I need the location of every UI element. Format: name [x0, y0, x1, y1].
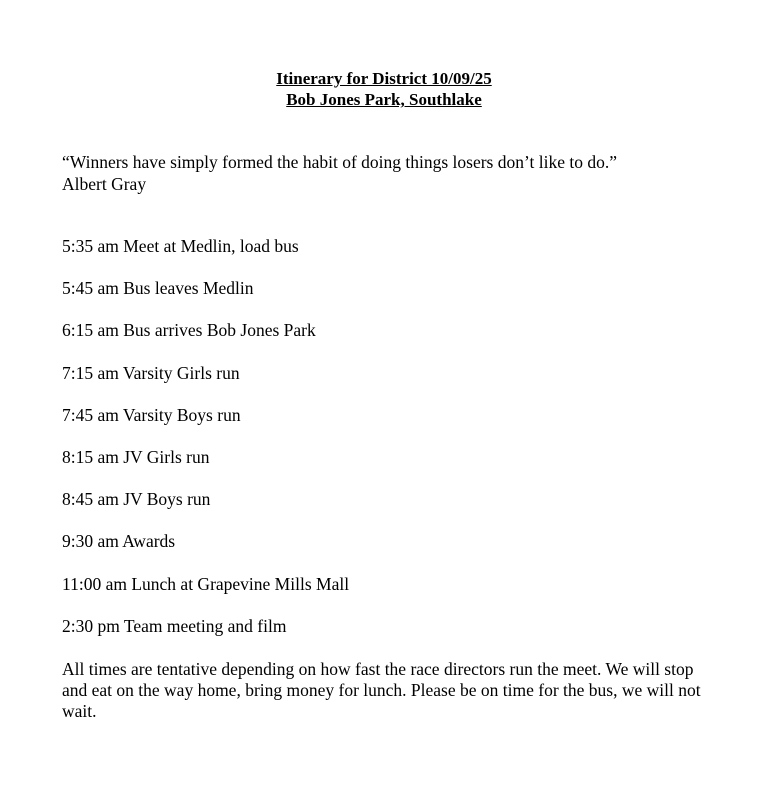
- title-line-location: Bob Jones Park, Southlake: [286, 90, 482, 109]
- schedule-item: 5:35 am Meet at Medlin, load bus: [62, 236, 299, 256]
- document-title: [0, 68, 768, 110]
- schedule-item: 7:45 am Varsity Boys run: [62, 404, 241, 425]
- schedule-item: 7:15 am Varsity Girls run: [62, 362, 240, 383]
- schedule-item: 9:30 am Awards: [62, 531, 176, 552]
- itinerary-schedule: [62, 235, 722, 657]
- schedule-item: 8:45 am JV Boys run: [62, 489, 211, 510]
- motivational-quote: [62, 151, 722, 195]
- schedule-item: 5:45 am Bus leaves Medlin: [62, 278, 254, 299]
- schedule-item: 2:30 pm Team meeting and film: [62, 615, 287, 636]
- quote-text: “Winners have simply formed the habit of doing things losers don’t like to do.”: [62, 152, 617, 172]
- schedule-item: 6:15 am Bus arrives Bob Jones Park: [62, 320, 316, 341]
- closing-note: All times are tentative depending on how fast the race directors run the meet. We will stop and eat on the way home, bring money for lunch. Please be on time for the bus, we will not wait.: [62, 659, 701, 721]
- title-line-event: Itinerary for District 10/09/25: [276, 69, 492, 88]
- schedule-item: 8:15 am JV Girls run: [62, 446, 210, 467]
- schedule-item: 11:00 am Lunch at Grapevine Mills Mall: [62, 573, 350, 594]
- quote-author: Albert Gray: [62, 174, 147, 194]
